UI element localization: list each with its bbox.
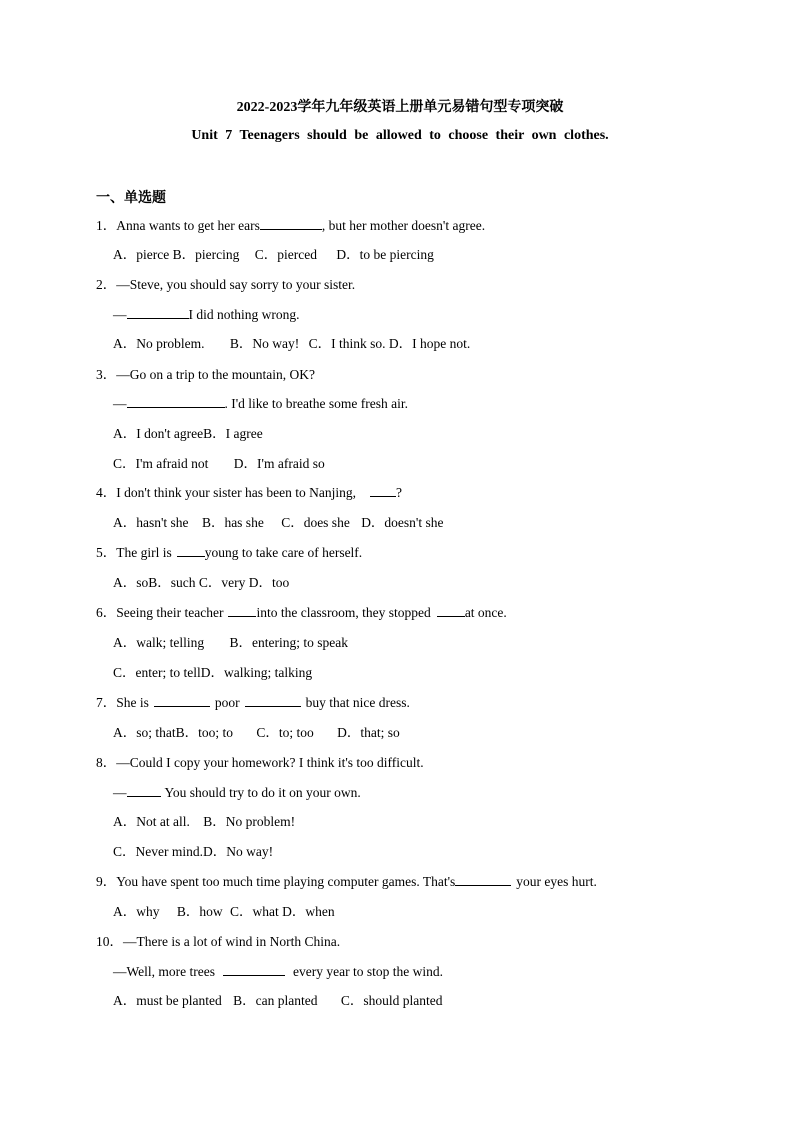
option-d: D．I hope not. [388, 336, 471, 351]
option-b: B．piercing [172, 247, 240, 262]
option-c: C．I'm afraid not [113, 456, 209, 471]
answer-blank [223, 963, 285, 976]
option-b: B．how [176, 904, 223, 919]
question-1-stem: 1．Anna wants to get her ears , but her mother doesn't agree. [96, 218, 486, 233]
option-a: A．walk; telling [113, 635, 205, 650]
question-7-stem: 7．She is poor buy that nice dress. [96, 695, 410, 710]
answer-blank [260, 217, 322, 230]
option-d: D．No way! [203, 844, 274, 859]
question-8-options-row-1 [113, 813, 295, 831]
question-3-options-row-2 [113, 455, 325, 473]
option-b: B．too; to [175, 725, 234, 740]
option-b: B．has she [201, 515, 264, 530]
option-a: A．must be planted [113, 993, 222, 1008]
option-c: C．what [230, 904, 279, 919]
option-b: B．can planted [233, 993, 318, 1008]
option-d: D．when [282, 904, 335, 919]
option-c: C．does she [281, 515, 350, 530]
question-4-options [113, 514, 444, 532]
option-b: B．such [148, 575, 196, 590]
option-d: D．I'm afraid so [233, 456, 325, 471]
question-2-options [113, 335, 470, 353]
question-5-options [113, 574, 289, 592]
answer-blank [370, 484, 396, 497]
option-b: B．No way! [229, 336, 300, 351]
answer-blank [127, 784, 161, 797]
question-5-stem: 5．The girl is young to take care of herself. [96, 545, 363, 560]
option-a: A．pierce [113, 247, 170, 262]
document-title: 2022-2023学年九年级英语上册单元易错句型专项突破 [236, 100, 564, 115]
option-b: B．entering; to speak [229, 635, 348, 650]
question-6-options-row-1 [113, 634, 348, 652]
question-2-stem: 2．—Steve, you should say sorry to your sister. [96, 277, 356, 292]
question-1-options [113, 246, 434, 264]
question-8-reply: — You should try to do it on your own. [113, 785, 361, 800]
option-d: D．that; so [337, 725, 400, 740]
option-c: C．Never mind. [113, 844, 203, 859]
option-d: D．doesn't she [361, 515, 444, 530]
question-10-options [113, 992, 442, 1010]
question-3-stem: 3．—Go on a trip to the mountain, OK? [96, 367, 315, 382]
option-c: C．should planted [340, 993, 443, 1008]
option-d: D．too [248, 575, 290, 590]
question-8-stem: 8．—Could I copy your homework? I think it's too difficult. [96, 755, 424, 770]
question-10-reply: —Well, more trees every year to stop the wind. [113, 964, 443, 979]
option-c: C．very [198, 575, 246, 590]
answer-blank [437, 604, 465, 617]
answer-blank [127, 306, 189, 319]
option-a: A．why [113, 904, 160, 919]
option-d: D．to be piercing [336, 247, 434, 262]
option-a: A．so; that [113, 725, 176, 740]
answer-blank [127, 395, 225, 408]
option-a: A．so [113, 575, 149, 590]
option-a: A．I don't agree [113, 426, 204, 441]
option-a: A．hasn't she [113, 515, 189, 530]
question-10-stem: 10．—There is a lot of wind in North China. [96, 934, 341, 949]
question-7-options [113, 724, 400, 742]
question-9-stem: 9．You have spent too much time playing computer games. That's your eyes hurt. [96, 874, 597, 889]
option-b: B．I agree [203, 426, 263, 441]
option-c: C．enter; to tell [113, 665, 201, 680]
question-6-options-row-2 [113, 664, 312, 682]
option-d: D．walking; talking [200, 665, 313, 680]
option-c: C．pierced [254, 247, 317, 262]
option-a: A．No problem. [113, 336, 205, 351]
answer-blank [455, 873, 511, 886]
question-3-reply: — . I'd like to breathe some fresh air. [113, 396, 408, 411]
question-6-stem: 6．Seeing their teacher into the classroom, they stopped at once. [96, 605, 507, 620]
option-a: A．Not at all. [113, 814, 190, 829]
answer-blank [154, 694, 210, 707]
option-c: C．to; too [256, 725, 314, 740]
question-9-options [113, 903, 335, 921]
answer-blank [228, 604, 256, 617]
answer-blank [177, 544, 205, 557]
question-4-stem: 4．I don't think your sister has been to Nanjing, ? [96, 485, 403, 500]
question-2-reply: — I did nothing wrong. [113, 307, 300, 322]
document-subtitle: Unit 7 Teenagers should be allowed to choose their own clothes. [191, 128, 609, 143]
option-b: B．No problem! [203, 814, 296, 829]
option-c: C．I think so. [308, 336, 386, 351]
answer-blank [245, 694, 301, 707]
section-heading: 一、单选题 [96, 190, 166, 206]
question-8-options-row-2 [113, 843, 273, 861]
question-3-options-row-1 [113, 425, 263, 443]
